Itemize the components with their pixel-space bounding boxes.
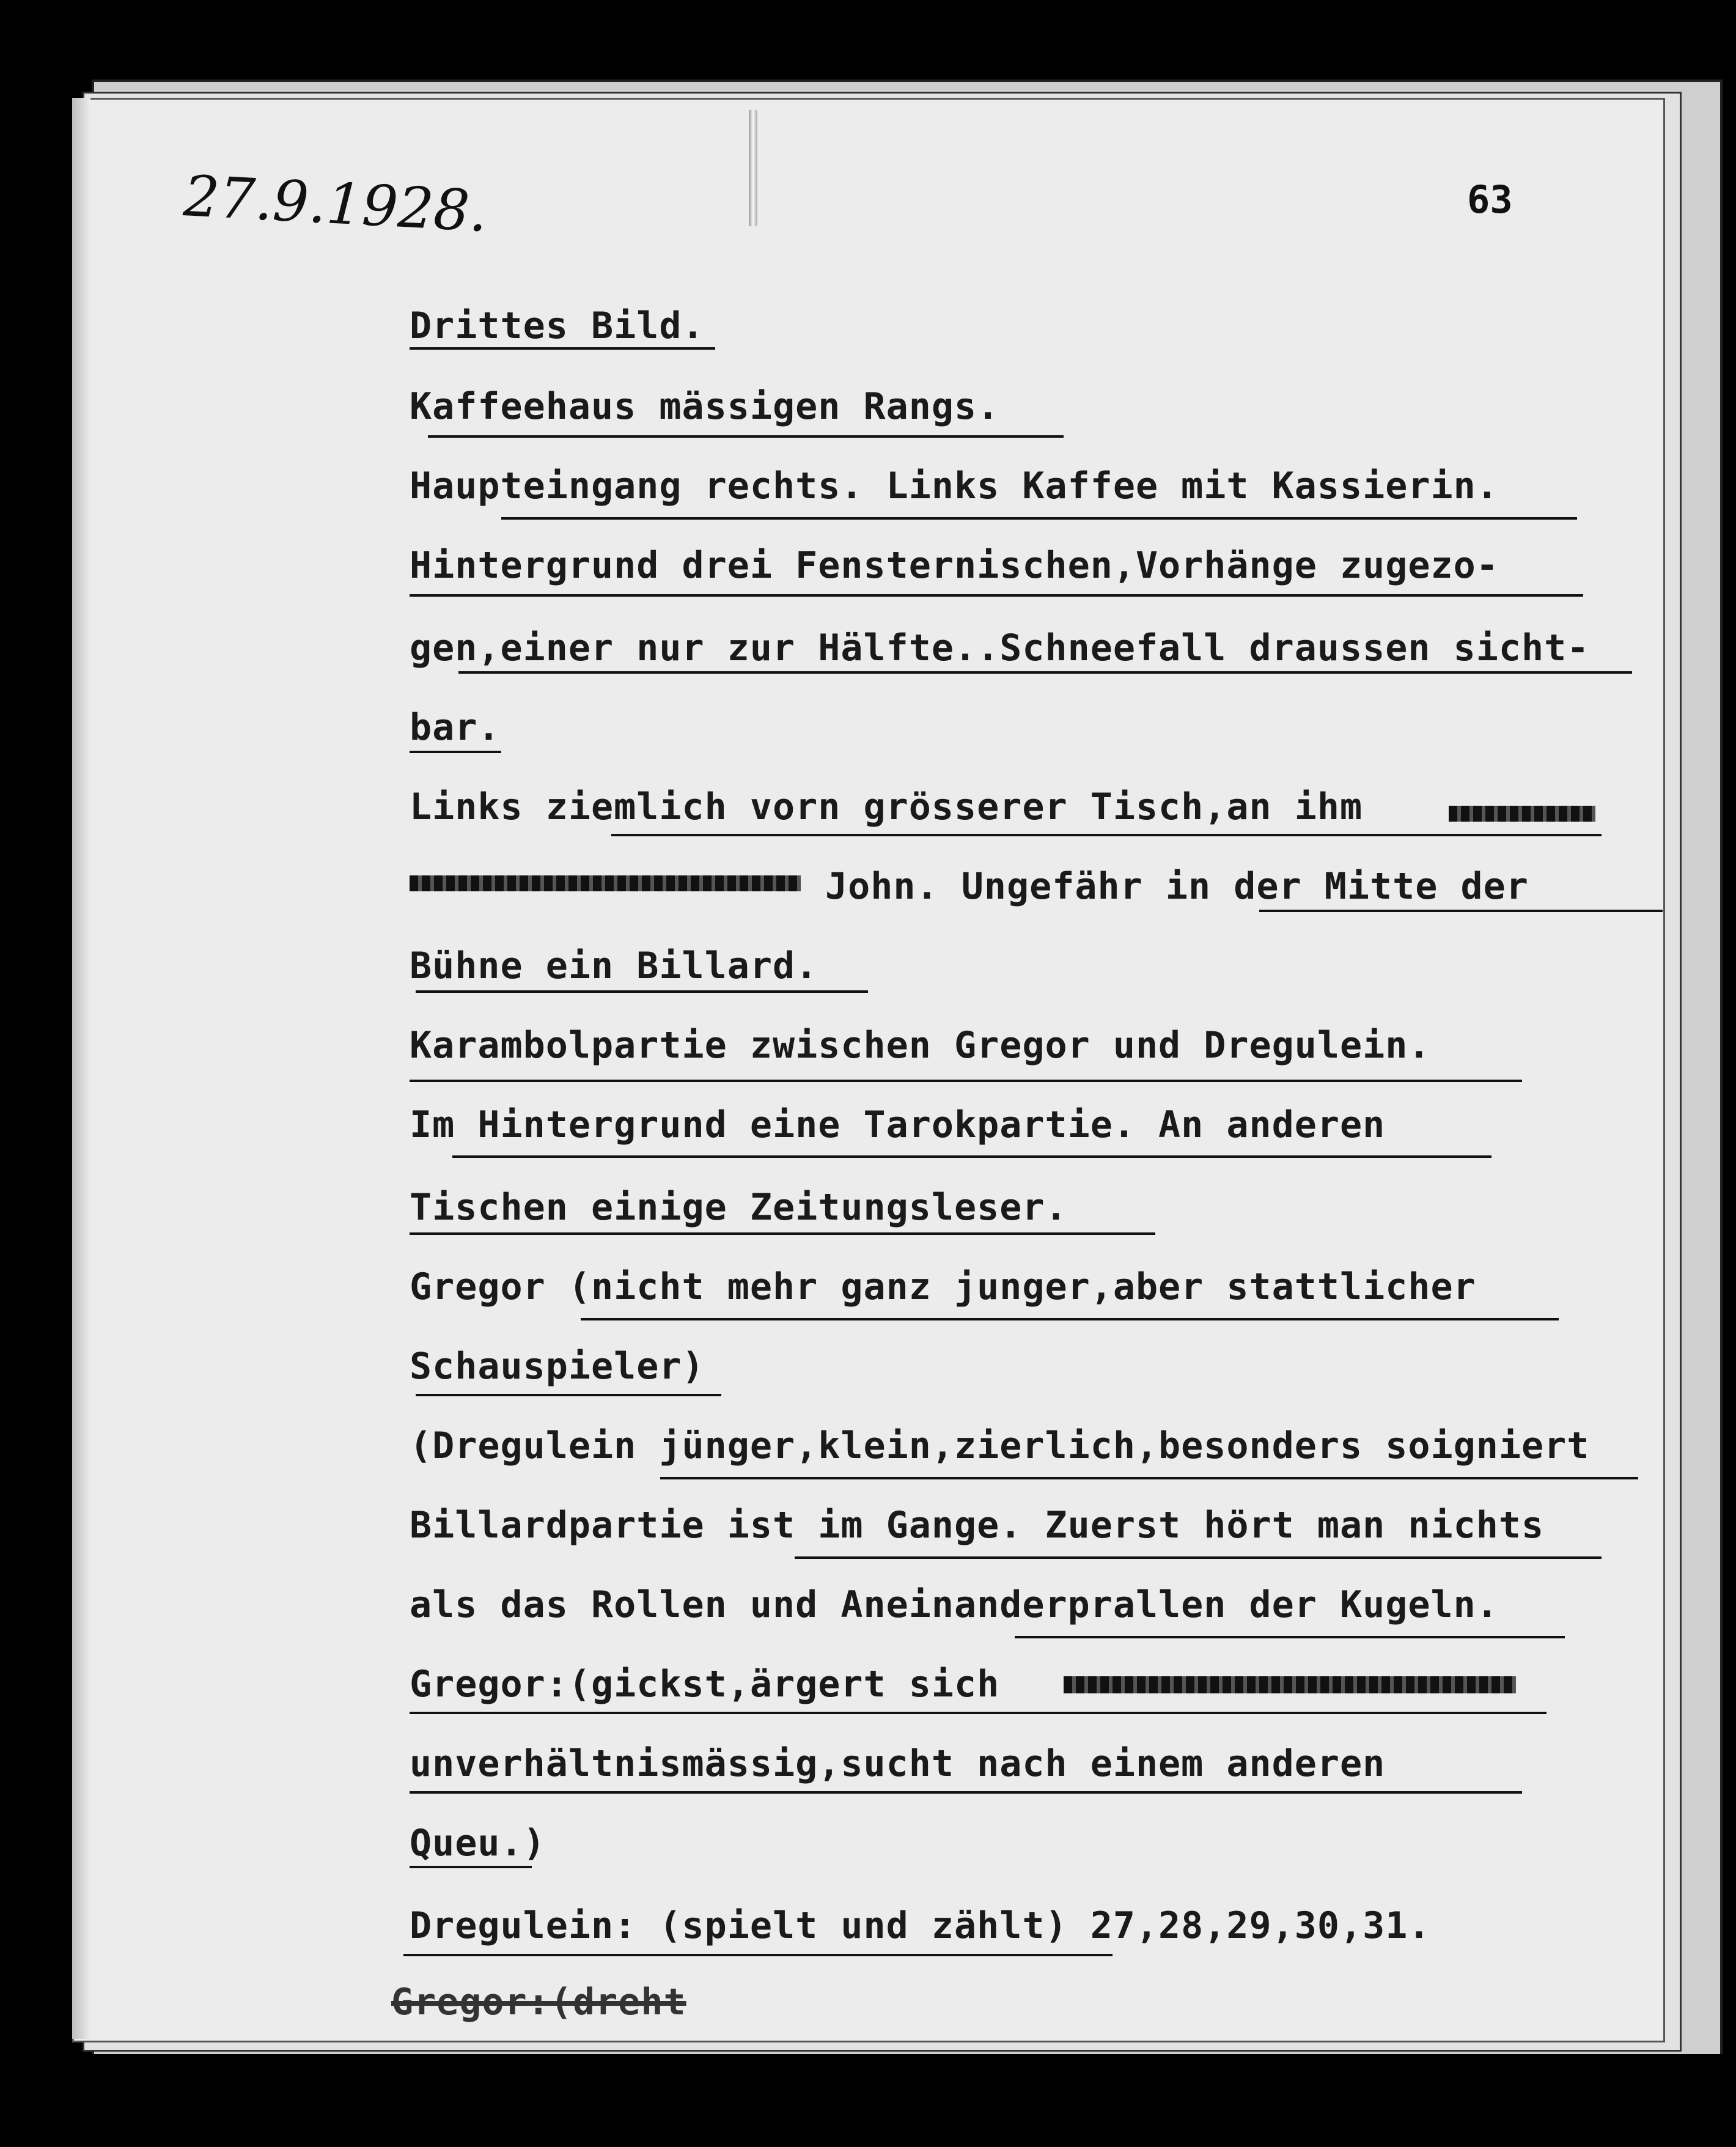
struck-out-text: [1449, 806, 1595, 822]
underline: [501, 517, 1577, 520]
text-line: John. Ungefähr in der Mitte der: [825, 865, 1529, 908]
underline: [410, 751, 501, 753]
struck-text-line: Gregor:(dreht: [391, 1981, 686, 2024]
text-line: Bühne ein Billard.: [410, 945, 818, 987]
underline: [428, 435, 1064, 438]
text-line: als das Rollen und Aneinanderprallen der Kugeln.: [410, 1583, 1499, 1626]
underline: [458, 671, 1632, 674]
underline: [1259, 910, 1663, 912]
text-line: Haupteingang rechts. Links Kaffee mit Kassierin.: [410, 465, 1499, 507]
underline: [410, 1866, 532, 1868]
paper-fold: [749, 110, 757, 226]
text-line: Im Hintergrund eine Tarokpartie. An anderen: [410, 1103, 1386, 1146]
underline: [660, 1477, 1638, 1479]
text-line: Kaffeehaus mässigen Rangs.: [410, 385, 1000, 428]
text-line: Gregor:(gickst,ärgert sich: [410, 1663, 1000, 1706]
underline: [410, 1232, 1155, 1235]
text-line: Billardpartie ist im Gange. Zuerst hört man nichts: [410, 1504, 1545, 1547]
text-line: Gregor (nicht mehr ganz junger,aber stattlicher: [410, 1265, 1476, 1308]
text-line: bar.: [410, 706, 501, 749]
text-line: Hintergrund drei Fensternischen,Vorhänge zugezo-: [410, 544, 1499, 587]
handwritten-date: 27.9.1928.: [182, 163, 489, 245]
text-line: Schauspieler): [410, 1345, 705, 1388]
scene-title: Drittes Bild.: [410, 304, 705, 347]
underline: [416, 990, 868, 993]
page-edge-shadow: [72, 98, 90, 2039]
underline: [410, 347, 715, 350]
text-line: Dregulein: (spielt und zählt) 27,28,29,30,31.: [410, 1904, 1431, 1947]
text-line: Tischen einige Zeitungsleser.: [410, 1186, 1068, 1229]
underline: [410, 1712, 1547, 1714]
underline: [410, 1791, 1522, 1794]
underline: [581, 1318, 1559, 1320]
struck-out-text: [1064, 1676, 1516, 1693]
text-line: Links ziemlich vorn grösserer Tisch,an ihm: [410, 786, 1363, 828]
text-line: unverhältnismässig,sucht nach einem anderen: [410, 1742, 1386, 1785]
underline: [795, 1556, 1602, 1559]
underline: [410, 594, 1583, 597]
text-line: Karambolpartie zwischen Gregor und Dregulein.: [410, 1024, 1431, 1067]
underline: [403, 1954, 1113, 1956]
text-line: Queu.): [410, 1822, 546, 1865]
text-line: (Dregulein jünger,klein,zierlich,besonders soigniert: [410, 1424, 1590, 1467]
struck-out-text: [410, 875, 801, 891]
underline: [452, 1155, 1491, 1158]
underline: [410, 1080, 1522, 1082]
underline: [416, 1394, 721, 1396]
page-number: 63: [1467, 177, 1513, 222]
underline: [1015, 1636, 1565, 1638]
text-line: gen,einer nur zur Hälfte..Schneefall draussen sicht-: [410, 627, 1590, 669]
scan-border: [0, 2054, 1736, 2147]
underline: [611, 834, 1602, 836]
